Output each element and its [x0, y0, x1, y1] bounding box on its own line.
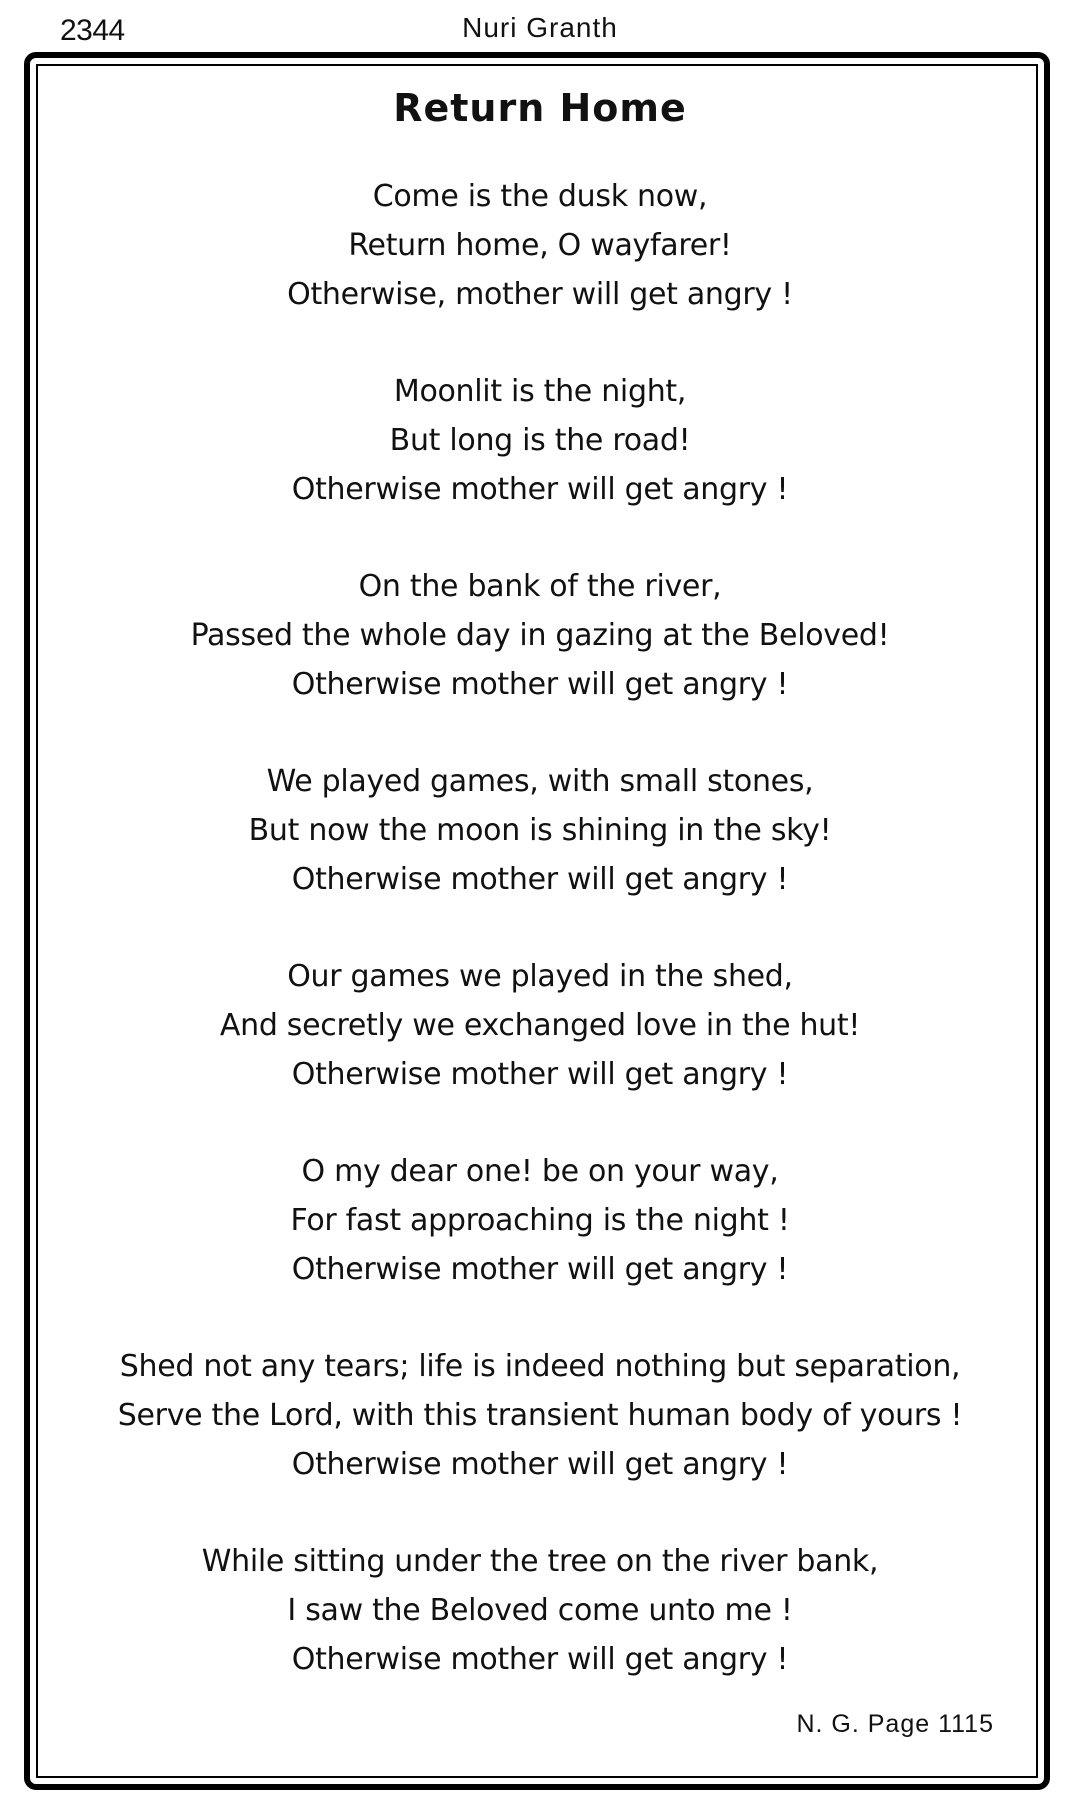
poem-title: Return Home	[393, 86, 687, 130]
poem-body	[60, 172, 1020, 1732]
stanza	[60, 562, 1020, 709]
poem-line: While sitting under the tree on the river bank,	[201, 1544, 879, 1579]
poem-line: For fast approaching is the night !	[290, 1203, 790, 1238]
stanza	[60, 1342, 1020, 1489]
poem-line: Otherwise, mother will get angry !	[287, 277, 793, 312]
stanza	[60, 757, 1020, 904]
poem-line: Our games we played in the shed,	[287, 959, 793, 994]
poem-line: But long is the road!	[389, 423, 691, 458]
poem-line: Moonlit is the night,	[393, 374, 687, 409]
poem-line: Return home, O wayfarer!	[348, 228, 732, 263]
stanza	[60, 952, 1020, 1099]
source-page-reference: N. G. Page 1115	[796, 1710, 994, 1738]
poem-line: Otherwise mother will get angry !	[291, 1447, 789, 1482]
page-number: 2344	[60, 14, 125, 47]
poem-line: Passed the whole day in gazing at the Beloved!	[190, 618, 890, 653]
stanza	[60, 1147, 1020, 1294]
stanza	[60, 367, 1020, 514]
poem-line: Shed not any tears; life is indeed nothing but separation,	[119, 1349, 961, 1384]
poem-line: Serve the Lord, with this transient human body of yours !	[117, 1398, 963, 1433]
poem-line: Come is the dusk now,	[372, 179, 708, 214]
stanza	[60, 1537, 1020, 1684]
poem-line: And secretly we exchanged love in the hut!	[219, 1008, 861, 1043]
poem-line: But now the moon is shining in the sky!	[248, 813, 832, 848]
poem-line: We played games, with small stones,	[266, 764, 814, 799]
stanza	[60, 172, 1020, 319]
poem-line: Otherwise mother will get angry !	[291, 862, 789, 897]
poem-line: Otherwise mother will get angry !	[291, 1057, 789, 1092]
poem-line: On the bank of the river,	[358, 569, 722, 604]
poem-line: Otherwise mother will get angry !	[291, 1642, 789, 1677]
running-title: Nuri Granth	[462, 12, 618, 43]
poem-line: Otherwise mother will get angry !	[291, 1252, 789, 1287]
poem-line: Otherwise mother will get angry !	[291, 472, 789, 507]
poem-line: Otherwise mother will get angry !	[291, 667, 789, 702]
poem-line: I saw the Beloved come unto me !	[287, 1593, 793, 1628]
page-header	[0, 8, 1080, 48]
poem-line: O my dear one! be on your way,	[301, 1154, 779, 1189]
